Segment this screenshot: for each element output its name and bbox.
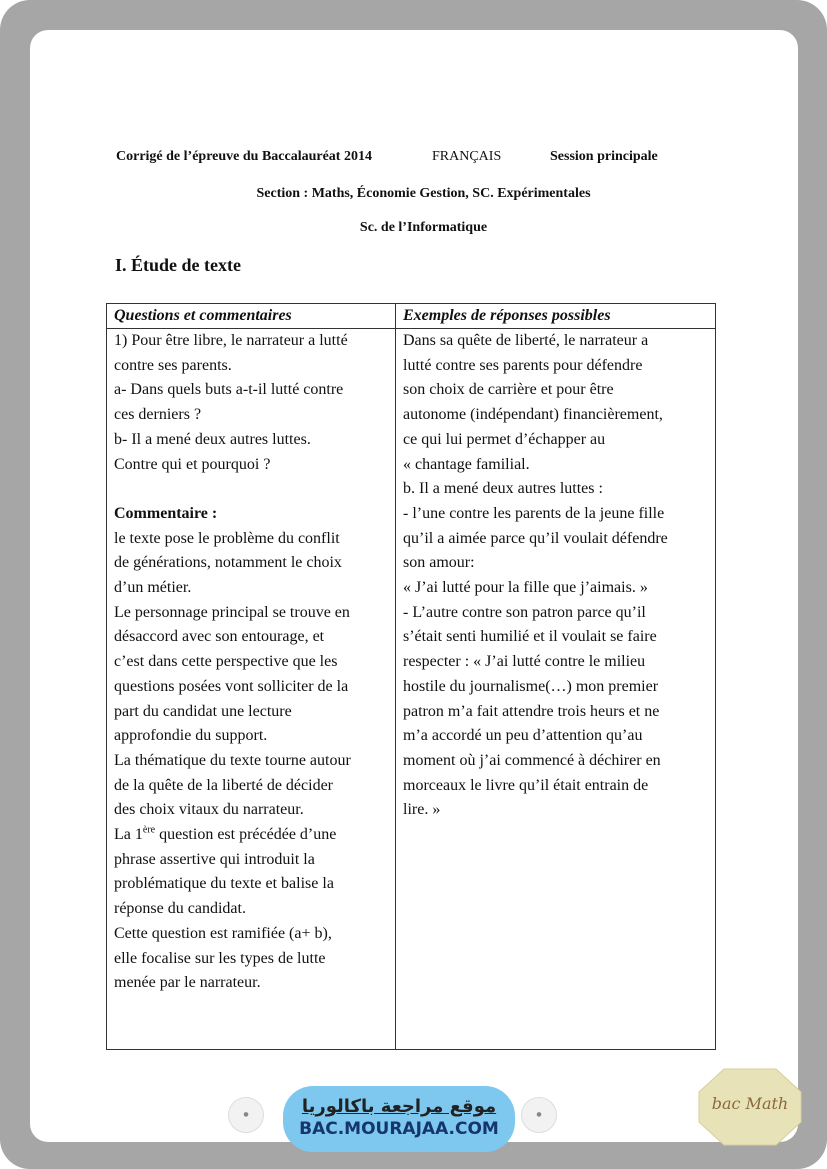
site-banner-link[interactable] [283,1086,515,1152]
col-header-questions: Questions et commentaires [107,304,396,329]
text-line: lire. » [403,801,441,819]
col-header-answers: Exemples de réponses possibles [396,304,716,329]
text-fragment: question est précédée d’une [155,826,337,844]
text-line: ce qui lui permet d’échapper au [403,430,606,448]
text-line: questions posées vont solliciter de la [114,677,349,695]
text-line: réponse du candidat. [114,900,246,918]
text-line: respecter : « J’ai lutté contre le milieu [403,653,646,671]
exam-sections: Section : Maths, Économie Gestion, SC. Expérimentales [256,186,591,201]
exam-subject: FRANÇAIS [432,149,502,164]
text-line: « chantage familial. [403,455,530,473]
text-line: « J’ai lutté pour la fille que j’aimais. » [403,579,648,597]
text-line: son amour: [403,554,475,572]
text-line: moment où j’ai commencé à déchirer en [403,751,661,769]
exam-session: Session principale [550,149,658,164]
text-line: approfondie du support. [114,727,268,745]
comment-title: Commentaire : [114,504,218,522]
questions-cell [107,329,396,1050]
exam-sections-2: Sc. de l’Informatique [359,220,488,235]
text-line: ces derniers ? [114,406,202,424]
text-line: La thématique du texte tourne autour [114,751,351,769]
text-line: de la quête de la liberté de décider [114,776,333,794]
text-line: patron m’a fait attendre trois heurs et ne [403,702,660,720]
site-logo-icon: ● [228,1097,264,1133]
text-line: m’a accordé un peu d’attention qu’au [403,727,643,745]
site-url: BAC.MOURAJAA.COM [299,1119,499,1139]
text-line: b. Il a mené deux autres luttes : [403,480,603,498]
text-line: contre ses parents. [114,356,232,374]
part-title: I. Étude de texte [115,255,241,275]
text-line: elle focalise sur les types de lutte [114,949,326,967]
site-logo-icon: ● [521,1097,557,1133]
badge-label: bac Math [711,1094,789,1113]
text-line: c’est dans cette perspective que les [114,653,338,671]
text-line: le texte pose le problème du conflit [114,529,340,547]
text-line: a- Dans quels buts a-t-il lutté contre [114,381,344,399]
answer-table [106,303,716,1050]
text-line: b- Il a mené deux autres luttes. [114,430,311,448]
ordinal-suffix: ère [142,824,156,836]
text-line: autonome (indépendant) financièrement, [403,406,663,424]
text-line: part du candidat une lecture [114,702,292,720]
text-line: de générations, notamment le choix [114,554,342,572]
text-line: désaccord avec son entourage, et [114,628,325,646]
text-line: Cette question est ramifiée (a+ b), [114,924,332,942]
text-line: s’était senti humilié et il voulait se faire [403,628,657,646]
text-line: 1) Pour être libre, le narrateur a lutté [114,332,348,349]
text-line: son choix de carrière et pour être [403,381,614,399]
text-line: Dans sa quête de liberté, le narrateur a [403,332,649,349]
text-line: des choix vitaux du narrateur. [114,801,304,819]
text-line: qu’il a aimée parce qu’il voulait défendre [403,529,668,547]
text-line: Contre qui et pourquoi ? [114,455,271,473]
text-line: hostile du journalisme(…) mon premier [403,677,659,695]
text-line: d’un métier. [114,579,192,597]
site-name-arabic: موقع مراجعة باكالوريا [301,1096,497,1117]
text-line: - l’une contre les parents de la jeune fille [403,504,665,522]
text-line: morceaux le livre qu’il était entrain de [403,776,649,794]
text-line: - L’autre contre son patron parce qu’il [403,603,646,621]
text-line: Le personnage principal se trouve en [114,603,350,621]
ordinal-number: La 1 [114,826,143,844]
text-line: lutté contre ses parents pour défendre [403,356,643,374]
text-line [114,823,389,848]
answers-cell [396,329,716,1050]
exam-title: Corrigé de l’épreuve du Baccalauréat 2014 [116,149,372,164]
text-line: phrase assertive qui introduit la [114,850,315,868]
text-line: problématique du texte et balise la [114,875,334,893]
text-line: menée par le narrateur. [114,974,261,992]
